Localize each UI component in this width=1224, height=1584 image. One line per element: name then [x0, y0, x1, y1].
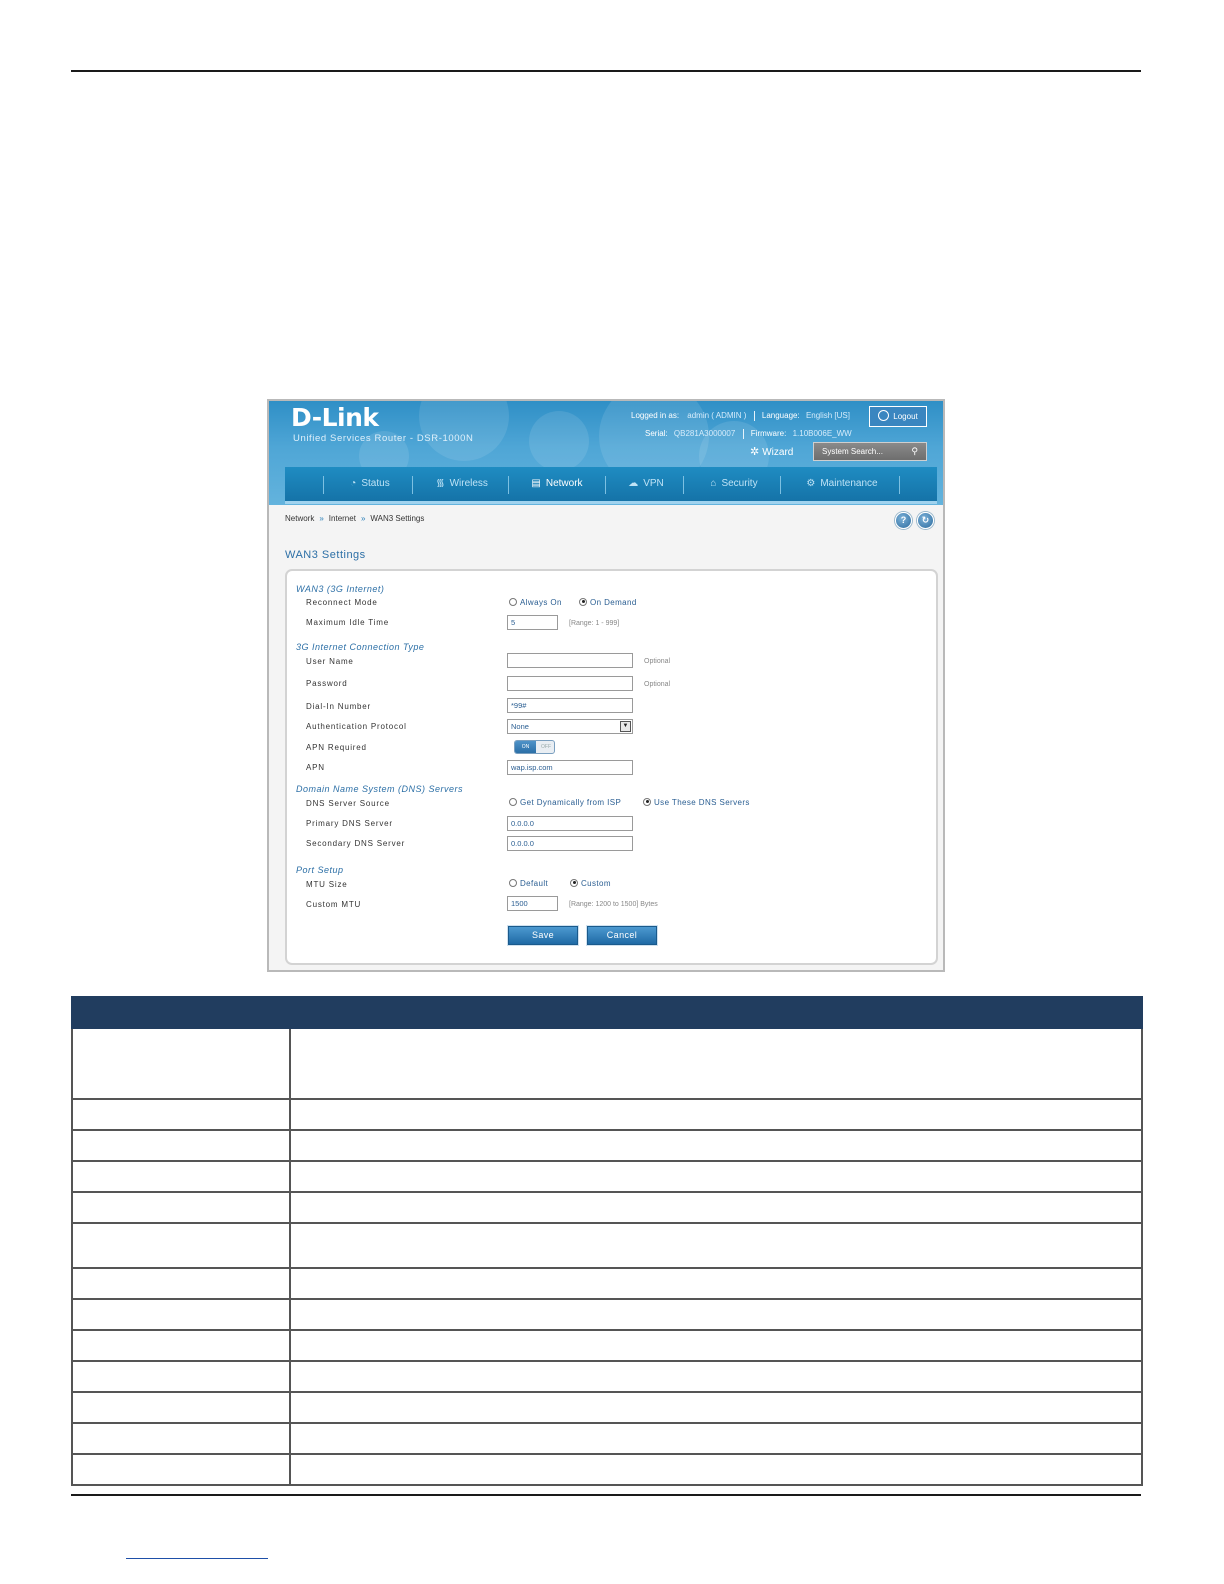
wand-icon: ✲	[750, 446, 760, 458]
nav-separator	[780, 476, 781, 494]
section-port-setup: Port Setup	[296, 865, 344, 875]
login-info	[631, 411, 850, 421]
auth-protocol-value: None	[511, 722, 529, 731]
nav-separator	[323, 476, 324, 494]
table-cell	[72, 1268, 290, 1299]
system-search-input[interactable]	[813, 442, 927, 461]
table-cell	[290, 1192, 1142, 1223]
radio-dot-selected	[570, 879, 578, 887]
secondary-dns-label: Secondary DNS Server	[306, 839, 406, 848]
mtu-size-label: MTU Size	[306, 880, 348, 889]
dlink-logo: D-Link	[291, 403, 379, 432]
lock-icon: ⌂	[710, 478, 717, 489]
table-cell	[72, 1028, 290, 1099]
apn-input[interactable]: wap.isp.com	[507, 760, 633, 775]
header-bokeh	[529, 411, 589, 471]
table-row	[72, 1099, 1142, 1130]
table-header-cell	[290, 997, 1142, 1028]
auth-protocol-select[interactable]	[507, 719, 633, 734]
radio-dns-dynamic[interactable]	[509, 798, 621, 807]
password-hint: Optional	[644, 681, 671, 688]
nav-separator	[412, 476, 413, 494]
table-cell	[72, 1099, 290, 1130]
reconnect-mode-label: Reconnect Mode	[306, 598, 378, 607]
primary-dns-input[interactable]: 0.0.0.0	[507, 816, 633, 831]
table-row	[72, 1299, 1142, 1330]
save-button[interactable]: Save	[508, 926, 578, 945]
section-wan3: WAN3 (3G Internet)	[296, 584, 385, 594]
table-cell	[72, 1192, 290, 1223]
nav-separator	[605, 476, 606, 494]
apn-label: APN	[306, 763, 325, 772]
table-cell	[72, 1299, 290, 1330]
table-cell	[72, 1392, 290, 1423]
custom-mtu-label: Custom MTU	[306, 900, 362, 909]
nav-maintenance-label: Maintenance	[820, 478, 878, 489]
section-connection-type: 3G Internet Connection Type	[296, 642, 425, 652]
username-input[interactable]	[507, 653, 633, 668]
chevron-down-icon: ▼	[620, 721, 631, 732]
firmware-value: 1.10B006E_WW	[792, 429, 852, 439]
language-label: Language:	[761, 411, 800, 421]
toggle-on-label: ON	[515, 741, 536, 753]
radio-dot	[509, 879, 517, 887]
table-cell	[290, 1330, 1142, 1361]
breadcrumb-separator: »	[360, 514, 366, 523]
table-row	[72, 1161, 1142, 1192]
router-header	[269, 401, 943, 505]
nav-vpn[interactable]	[611, 467, 681, 501]
table-header-row	[72, 997, 1142, 1028]
wizard-link[interactable]	[750, 445, 793, 458]
radio-dot	[509, 798, 517, 806]
max-idle-time-input[interactable]: 5	[507, 615, 558, 630]
breadcrumb-item[interactable]: Network	[285, 514, 315, 523]
header-bokeh	[419, 401, 509, 461]
nav-security-label: Security	[721, 478, 758, 489]
radio-label: On Demand	[590, 598, 637, 607]
logged-in-label: Logged in as:	[631, 411, 680, 421]
nav-separator	[683, 476, 684, 494]
radio-always-on[interactable]	[509, 598, 562, 607]
table-row	[72, 1361, 1142, 1392]
table-row	[72, 1423, 1142, 1454]
custom-mtu-input[interactable]: 1500	[507, 896, 558, 911]
radio-label: Custom	[581, 879, 611, 888]
help-icon[interactable]: ?	[895, 512, 912, 529]
table-cell	[72, 1330, 290, 1361]
radio-mtu-default[interactable]	[509, 879, 548, 888]
username-hint: Optional	[644, 658, 671, 665]
table-cell	[72, 1361, 290, 1392]
logged-in-user: admin ( ADMIN )	[687, 411, 747, 421]
page-title: WAN3 Settings	[285, 549, 366, 561]
table-row	[72, 1130, 1142, 1161]
table-header-cell	[72, 997, 290, 1028]
wizard-label: Wizard	[762, 447, 794, 458]
device-info	[645, 429, 852, 439]
toggle-off-label: OFF	[541, 744, 551, 750]
table-row	[72, 1454, 1142, 1485]
breadcrumb-separator: »	[319, 514, 324, 523]
dial-in-number-label: Dial-In Number	[306, 702, 371, 711]
gears-icon: ⚙	[806, 478, 816, 489]
settings-panel	[285, 569, 938, 965]
auth-protocol-label: Authentication Protocol	[306, 722, 407, 731]
table-cell	[72, 1161, 290, 1192]
radio-mtu-custom[interactable]	[570, 879, 611, 888]
password-input[interactable]	[507, 676, 633, 691]
server-icon: ▤	[531, 478, 541, 489]
table-cell	[290, 1361, 1142, 1392]
search-placeholder: System Search...	[822, 447, 883, 456]
table-row	[72, 1268, 1142, 1299]
password-label: Password	[306, 679, 348, 688]
serial-value: QB281A3000007	[673, 429, 736, 439]
nav-status-label: Status	[361, 478, 390, 489]
language-select[interactable]: English [US]	[805, 411, 850, 421]
table-cell	[72, 1130, 290, 1161]
table-cell	[290, 1454, 1142, 1485]
apn-required-label: APN Required	[306, 743, 367, 752]
nav-status[interactable]	[329, 467, 411, 501]
apn-required-toggle[interactable]	[514, 740, 555, 754]
nav-maintenance[interactable]	[786, 467, 898, 501]
meta-separator	[754, 411, 755, 421]
radio-dot-selected	[579, 598, 587, 606]
nav-wireless[interactable]	[418, 467, 506, 501]
custom-mtu-range: [Range: 1200 to 1500] Bytes	[569, 901, 658, 908]
table-cell	[290, 1130, 1142, 1161]
footer-link-underline[interactable]	[126, 1558, 268, 1559]
breadcrumb-item[interactable]: Internet	[328, 514, 356, 523]
table-row	[72, 1192, 1142, 1223]
description-table	[71, 996, 1143, 1486]
breadcrumb-item-current: WAN3 Settings	[370, 514, 425, 523]
nav-vpn-label: VPN	[643, 478, 664, 489]
main-nav	[285, 467, 937, 504]
wifi-icon: ᯾	[436, 478, 445, 489]
table-row	[72, 1392, 1142, 1423]
nav-separator	[899, 476, 900, 494]
max-idle-time-range: [Range: 1 - 999]	[569, 620, 620, 627]
dns-source-label: DNS Server Source	[306, 799, 390, 808]
search-icon[interactable]: ⚲	[911, 446, 918, 456]
primary-dns-label: Primary DNS Server	[306, 819, 393, 828]
table-cell	[72, 1454, 290, 1485]
radio-dot-selected	[643, 798, 651, 806]
nav-network-label: Network	[545, 478, 583, 489]
router-screenshot	[267, 399, 945, 972]
radio-dns-use-these[interactable]	[643, 798, 750, 807]
radio-label: Default	[520, 879, 549, 888]
table-cell	[290, 1161, 1142, 1192]
refresh-icon[interactable]: ↻	[917, 512, 934, 529]
bottom-rule	[71, 1494, 1141, 1496]
table-cell	[290, 1099, 1142, 1130]
table-cell	[290, 1423, 1142, 1454]
nav-separator	[508, 476, 509, 494]
serial-label: Serial:	[645, 429, 668, 439]
table-cell	[290, 1392, 1142, 1423]
username-label: User Name	[306, 657, 354, 666]
radio-label: Use These DNS Servers	[654, 798, 750, 807]
secondary-dns-input[interactable]: 0.0.0.0	[507, 836, 633, 851]
router-model: Unified Services Router - DSR-1000N	[293, 433, 474, 444]
firmware-label: Firmware:	[750, 429, 787, 439]
cancel-button[interactable]: Cancel	[587, 926, 657, 945]
table-row	[72, 1330, 1142, 1361]
radio-dot	[509, 598, 517, 606]
logout-label: Logout	[893, 412, 918, 421]
radio-on-demand[interactable]	[579, 598, 637, 607]
table-cell	[290, 1268, 1142, 1299]
radio-label: Always On	[520, 598, 562, 607]
logout-button[interactable]	[869, 406, 927, 427]
meta-separator	[743, 429, 744, 439]
table-cell	[72, 1423, 290, 1454]
top-rule	[71, 70, 1141, 72]
breadcrumb	[285, 514, 424, 523]
max-idle-time-label: Maximum Idle Time	[306, 618, 389, 627]
power-icon	[878, 410, 889, 421]
nav-network[interactable]	[514, 467, 600, 501]
nav-wireless-label: Wireless	[449, 478, 488, 489]
nav-security[interactable]	[689, 467, 779, 501]
table-row	[72, 1223, 1142, 1268]
section-dns: Domain Name System (DNS) Servers	[296, 784, 464, 794]
radio-label: Get Dynamically from ISP	[520, 798, 622, 807]
table-row	[72, 1028, 1142, 1099]
table-cell	[290, 1223, 1142, 1268]
dial-in-number-input[interactable]: *99#	[507, 698, 633, 713]
table-cell	[290, 1028, 1142, 1099]
table-cell	[290, 1299, 1142, 1330]
gauge-icon: ◔	[350, 478, 357, 489]
cloud-lock-icon: ☁	[628, 478, 639, 489]
table-cell	[72, 1223, 290, 1268]
